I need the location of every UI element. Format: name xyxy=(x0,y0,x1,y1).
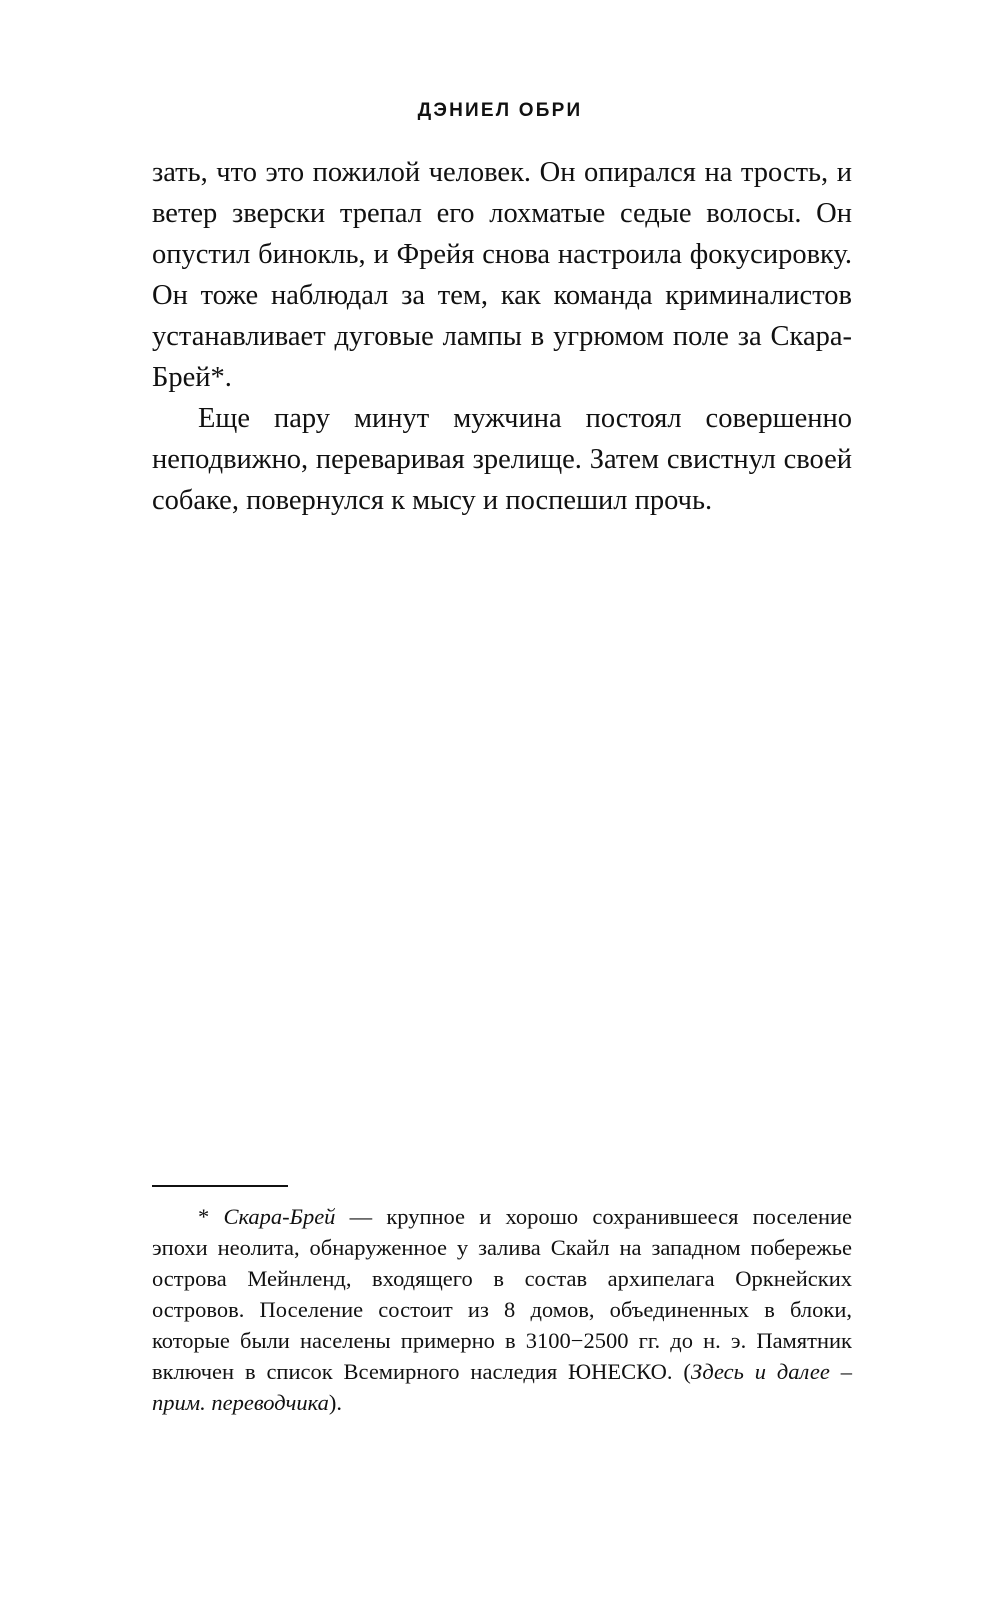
footnote-attribution-close: ). xyxy=(328,1390,342,1415)
footnote-term: Скара-Брей xyxy=(223,1204,336,1229)
paragraph-second: Еще пару минут мужчина постоял совершенно неподвижно, переваривая зрелище. Затем свистнул своей собаке, повернулся к мысу и поспешил прочь. xyxy=(152,403,852,516)
running-head-author: ДЭНИЕЛ ОБРИ xyxy=(417,100,583,121)
footnote-attribution-open: ( xyxy=(683,1359,691,1384)
footnote-area xyxy=(152,1185,852,1418)
footnote-marker: * xyxy=(198,1204,210,1229)
paragraph-continued: зать, что это пожилой человек. Он опирался на трость, и ветер зверски трепал его лохматые седые волосы. Он опустил бинокль, и Фрейя снова настроила фокусировку. Он тоже наблюдал за тем, как команда криминалистов устанавливает дуговые лампы в угрюмом поле за Скара-Брей*. xyxy=(152,157,852,393)
footnote-body: — крупное и хорошо сохранившееся поселение эпохи неолита, обнаруженное у залива Скайл на западном побережье острова Мейнленд, входящего в состав архипелага Оркнейских островов. Поселение состоит из 8 домов, объединенных в блоки, которые были населены примерно в 3100−2500 гг. до н. э. Памятник включен в список Всемирного наследия ЮНЕСКО. xyxy=(152,1204,853,1384)
footnote-text xyxy=(152,1201,852,1418)
footnote-attribution: Здесь и далее – прим. переводчика xyxy=(152,1359,852,1415)
footnote-separator-rule xyxy=(152,1185,288,1187)
body-text xyxy=(152,152,852,521)
